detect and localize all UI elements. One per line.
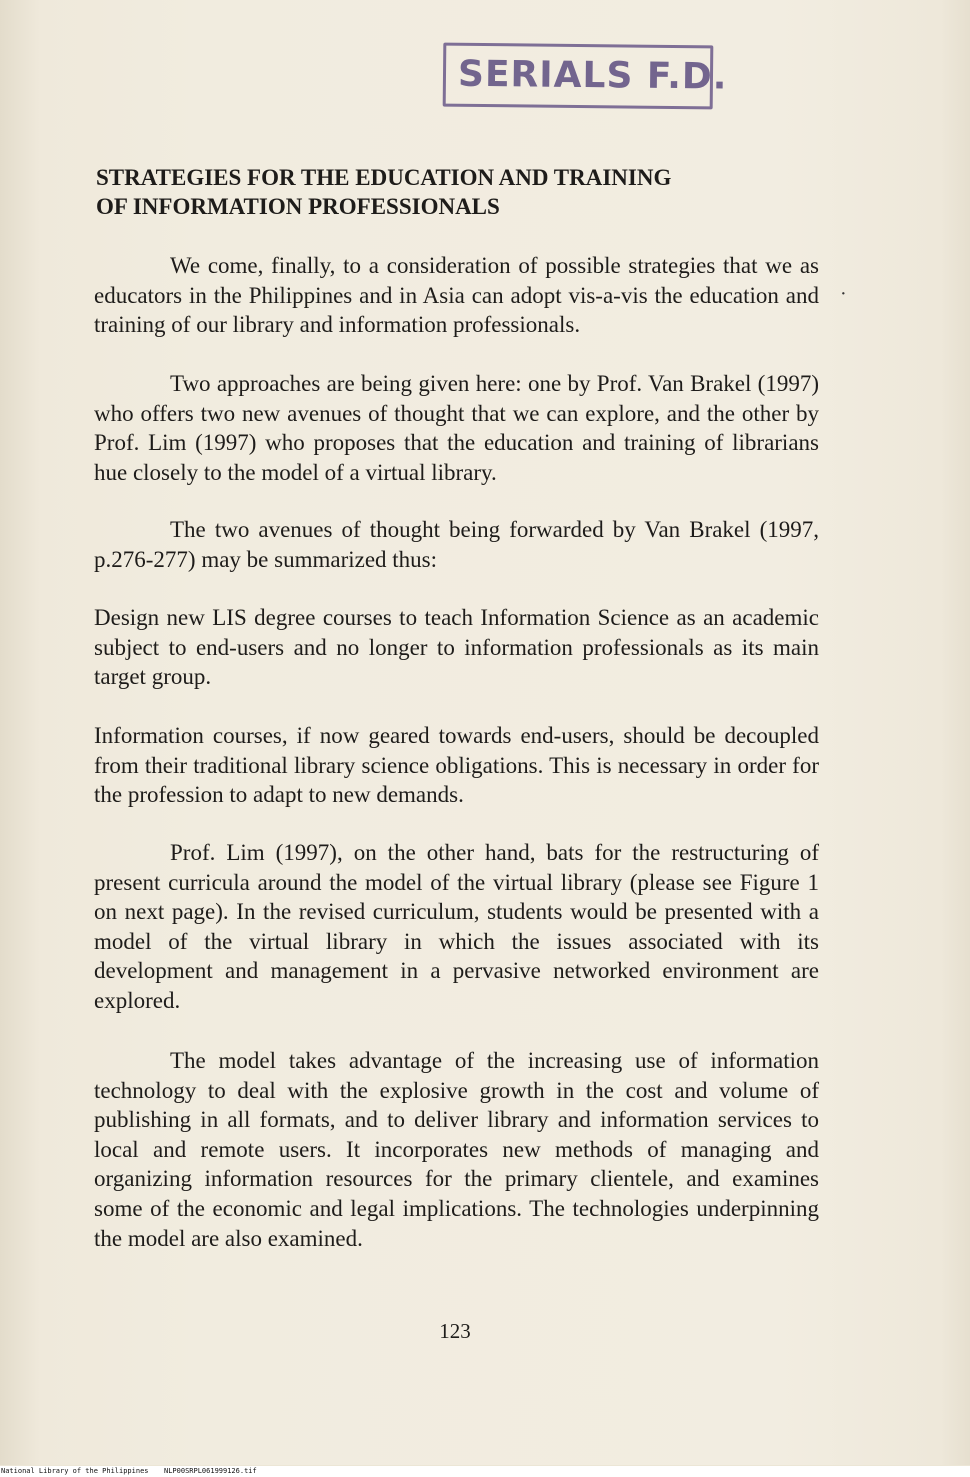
footer-filename: NLP00SRPL061999126.tif	[164, 1467, 257, 1475]
scan-footer	[0, 1466, 970, 1477]
serials-stamp	[443, 43, 728, 110]
heading-line-2: OF INFORMATION PROFESSIONALS	[96, 194, 500, 219]
paragraph-3: The two avenues of thought being forwarded by Van Brakel (1997, p.276-277) may be summarized thus:	[94, 517, 819, 572]
stamp-text: SERIALS F.D.	[457, 53, 728, 98]
speck-mark: ·	[840, 283, 847, 305]
paragraph-1: We come, finally, to a consideration of possible strategies that we as educators in the Philippines and in Asia can adopt vis-a-vis the education and training of our library and information professionals.	[94, 253, 819, 338]
paragraph-4: Design new LIS degree courses to teach Information Science as an academic subject to end-users and no longer to information professionals as its main target group.	[94, 605, 819, 690]
footer-source: National Library of the Philippines	[1, 1467, 149, 1475]
heading-line-1: STRATEGIES FOR THE EDUCATION AND TRAINING	[96, 165, 672, 190]
paragraph-2: Two approaches are being given here: one by Prof. Van Brakel (1997) who offers two new avenues of thought that we can explore, and the other by Prof. Lim (1997) who proposes that the education and training of librarians hue closely to the model of a virtual library.	[94, 371, 819, 485]
paragraph-6: Prof. Lim (1997), on the other hand, bats for the restructuring of present curricula around the model of the virtual library (please see Figure 1 on next page). In the revised curriculum, students would be presented with a model of the virtual library in which the issues associated with its development and management in a pervasive networked environment are explored.	[94, 840, 819, 1013]
page-number: 123	[439, 1319, 471, 1343]
paragraph-7: The model takes advantage of the increasing use of information technology to deal with the explosive growth in the cost and volume of publishing in all formats, and to deliver library and information services to local and remote users. It incorporates new methods of managing and organizing information resources for the primary clientele, and examines some of the economic and legal implications. The technologies underpinning the model are also examined.	[94, 1048, 819, 1251]
paragraph-5: Information courses, if now geared towards end-users, should be decoupled from their traditional library science obligations. This is necessary in order for the profession to adapt to new demands.	[94, 723, 819, 808]
section-heading	[96, 163, 796, 221]
